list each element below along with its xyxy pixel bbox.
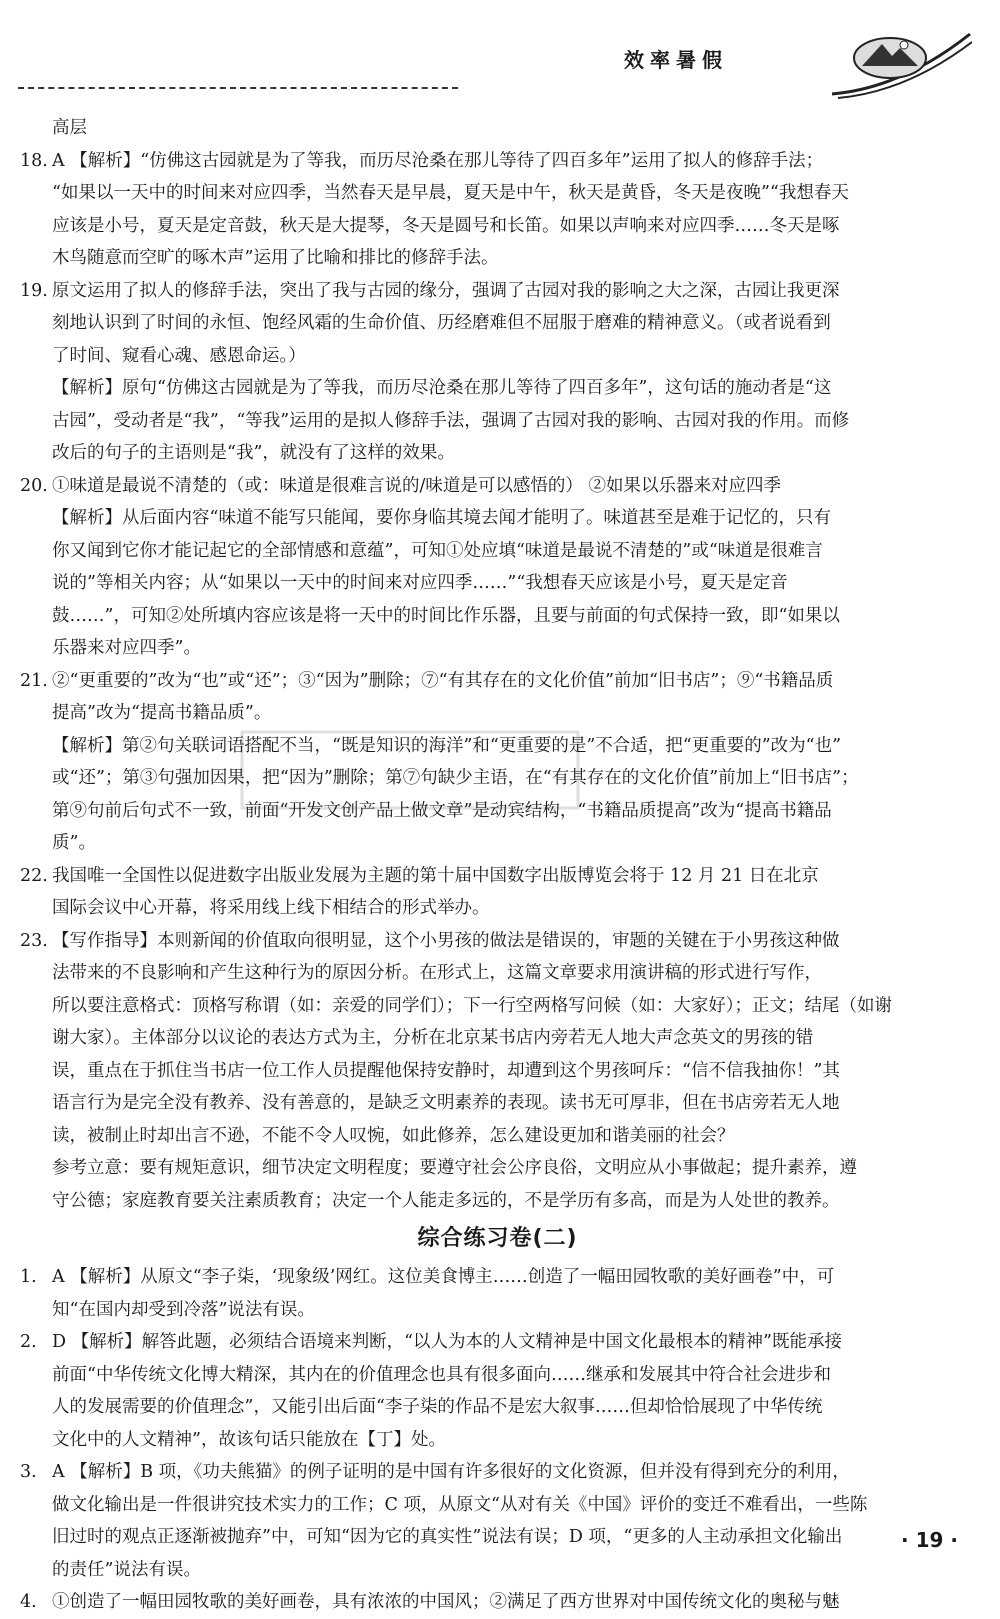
answer-number: 21.	[20, 670, 48, 691]
answer-text-line: 原文运用了拟人的修辞手法，突出了我与古园的缘分，强调了古园对我的影响之大之深，古园让我更深	[52, 280, 840, 301]
answer-number: 2.	[20, 1332, 37, 1352]
answer-text-line: 守公德；家庭教育要关注素质教育；决定一个人能走多远的，不是学历有多高，而是为人处世的教养。	[52, 1190, 840, 1211]
answer-item	[20, 1326, 975, 1456]
answer-number: 4.	[20, 1592, 37, 1612]
answer-text-line: 刻地认识到了时间的永恒、饱经风霜的生命价值、历经磨难但不屈服于磨难的精神意义。（或者说看到	[52, 313, 831, 333]
answer-text-line: A 【解析】“仿佛这古园就是为了等我，而历尽沧桑在那儿等待了四百多年”运用了拟人的修辞手法；	[52, 150, 824, 171]
answer-text-line: 人的发展需要的价值理念”，又能引出后面“李子柒的作品不是宏大叙事……但却恰恰展现了中华传统	[52, 1397, 823, 1417]
answer-number: 20.	[20, 475, 48, 496]
answer-text-line: 【解析】原句“仿佛这古园就是为了等我，而历尽沧桑在那儿等待了四百多年”，这句话的施动者是“这	[52, 378, 832, 398]
page-number: · 19 ·	[901, 1528, 958, 1552]
answer-text-line: 鼓……”，可知②处所填内容应该是将一天中的时间比作乐器，且要与前面的句式保持一致，即“如果以	[52, 605, 840, 626]
answer-text-line: 知“在国内却受到冷落”说法有误。	[52, 1299, 315, 1320]
page-header	[0, 0, 1000, 100]
answer-item	[20, 145, 975, 275]
answer-text-line: 前面“中华传统文化博大精深，其内在的价值理念也具有很多面向……继承和发展其中符合社会进步和	[52, 1364, 831, 1385]
answer-text-line: 应该是小号，夏天是定音鼓，秋天是大提琴，冬天是圆号和长笛。如果以声响来对应四季……冬天是啄	[52, 215, 840, 236]
answer-item	[20, 275, 975, 470]
header-title: 效率暑假	[624, 48, 728, 72]
answer-text-line: ①味道是最说不清楚的（或：味道是很难言说的/味道是可以感悟的） ②如果以乐器来对应四季	[52, 475, 781, 496]
answer-item	[20, 1586, 975, 1619]
answer-text-line: 【解析】从后面内容“味道不能写只能闻，要你身临其境去闻才能明了。味道甚至是难于记忆的，只有	[52, 508, 831, 528]
answer-text-line: 木鸟随意而空旷的啄木声”运用了比喻和排比的修辞手法。	[52, 248, 499, 268]
answer-text-line: 了时间、窥看心魂、感恩命运。）	[52, 345, 306, 366]
answer-text-line: 做文化输出是一件很讲究技术实力的工作；C 项，从原文“从对有关《中国》评价的变迁不难看出，一些陈	[52, 1494, 868, 1515]
answer-item	[20, 1261, 975, 1326]
answer-text-line: 读，被制止时却出言不逊，不能不令人叹惋，如此修养，怎么建设更加和谐美丽的社会？	[52, 1125, 735, 1146]
answer-text-line: 谢大家）。主体部分以议论的表达方式为主，分析在北京某书店内旁若无人地大声念英文的男孩的错	[52, 1028, 814, 1048]
answer-text-line: 或“还”；第③句强加因果，把“因为”删除；第⑦句缺少主语，在“有其存在的文化价值”前加上“旧书店”；	[52, 768, 859, 788]
answers-part-two	[20, 1261, 975, 1619]
answer-item	[20, 860, 975, 925]
section-title: 综合练习卷(二)	[417, 1226, 578, 1251]
answer-number: 22.	[20, 865, 48, 886]
answer-text-line: 参考立意：要有规矩意识，细节决定文明程度；要遵守社会公序良俗，文明应从小事做起；提升素养，遵	[52, 1158, 857, 1178]
answer-text-line: ②“更重要的”改为“也”或“还”；③“因为”删除；⑦“有其存在的文化价值”前加“旧书店”；⑨“书籍品质	[52, 670, 834, 691]
answer-text-line: 我国唯一全国性以促进数字出版业发展为主题的第十届中国数字出版博览会将于 12 月 21 日在北京	[52, 865, 819, 886]
answer-text-line: ①创造了一幅田园牧歌的美好画卷，具有浓浓的中国风；②满足了西方世界对中国传统文化的奥秘与魅	[52, 1592, 840, 1612]
answer-text-line: “如果以一天中的时间来对应四季，当然春天是早晨，夏天是中午，秋天是黄昏，冬天是夜晚”“我想春天	[52, 183, 849, 203]
answer-number: 3.	[20, 1462, 37, 1482]
answer-item	[20, 925, 975, 1218]
answers-part-one	[20, 145, 975, 1218]
answer-content	[20, 112, 975, 1619]
answer-text-line: 的责任”说法有误。	[52, 1559, 201, 1580]
answer-text-line: 误，重点在于抓住当书店一位工作人员提醒他保持安静时，却遭到这个男孩呵斥：“信不信我抽你！”其	[52, 1060, 840, 1081]
answer-text-line: 【解析】第②句关联词语搭配不当，“既是知识的海洋”和“更重要的是”不合适，把“更重要的”改为“也”	[52, 735, 842, 756]
answer-number: 18.	[20, 150, 48, 171]
answer-text-line: D 【解析】解答此题，必须结合语境来判断，“以人为本的人文精神是中国文化最根本的精神”既能承接	[52, 1332, 842, 1352]
answer-text-line: 旧过时的观点正逐渐被抛弃”中，可知“因为它的真实性”说法有误；D 项，“更多的人主动承担文化输出	[52, 1527, 843, 1547]
answer-number: 19.	[20, 280, 48, 301]
answer-text-line: A 【解析】从原文“李子柒，‘现象级’网红。这位美食博主……创造了一幅田园牧歌的美好画卷”中，可	[52, 1267, 835, 1287]
answer-text-line: 乐器来对应四季”。	[52, 638, 201, 658]
answer-text-line: 国际会议中心开幕，将采用线上线下相结合的形式举办。	[52, 898, 490, 918]
answer-number: 1.	[20, 1267, 37, 1287]
answer-item	[20, 470, 975, 665]
answer-text-line: 古园”，受动者是“我”，“等我”运用的是拟人修辞手法，强调了古园对我的影响、古园对我的作用。而修	[52, 410, 850, 431]
answer-text-line: 质”。	[52, 833, 96, 853]
answer-text-line: 说的”等相关内容；从“如果以一天中的时间来对应四季……”“我想春天应该是小号，夏天是定音	[52, 573, 788, 593]
continuation-line: 高层	[52, 118, 87, 138]
answer-text-line: 提高”改为“提高书籍品质”。	[52, 703, 272, 723]
answer-text-line: 文化中的人文精神”，故该句话只能放在【丁】处。	[52, 1429, 446, 1450]
answer-text-line: 你又闻到它你才能记起它的全部情感和意蕴”，可知①处应填“味道是最说不清楚的”或“味道是很难言	[52, 540, 823, 561]
answer-item	[20, 665, 975, 860]
answer-text-line: 所以要注意格式：顶格写称谓（如：亲爱的同学们）；下一行空两格写问候（如：大家好）；正文；结尾（如谢	[52, 995, 892, 1016]
answer-text-line: 语言行为是完全没有教养、没有善意的，是缺乏文明素养的表现。读书无可厚非，但在书店旁若无人地	[52, 1093, 840, 1113]
answer-text-line: 改后的句子的主语则是“我”，就没有了这样的效果。	[52, 443, 455, 463]
answer-text-line: A 【解析】B 项，《功夫熊猫》的例子证明的是中国有许多很好的文化资源，但并没有得到充分的利用，	[52, 1462, 850, 1482]
answer-number: 23.	[20, 930, 48, 951]
header-dashed-rule	[18, 87, 458, 89]
answer-text-line: 【写作指导】本则新闻的价值取向很明显，这个小男孩的做法是错误的，审题的关键在于小男孩这种做	[52, 930, 840, 951]
publisher-logo-icon	[832, 28, 972, 100]
answer-text-line: 法带来的不良影响和产生这种行为的原因分析。在形式上，这篇文章要求用演讲稿的形式进行写作，	[52, 963, 822, 983]
answer-text-line: 第⑨句前后句式不一致，前面“开发文创产品上做文章”是动宾结构，“书籍品质提高”改为“提高书籍品	[52, 800, 832, 821]
answer-item	[20, 1456, 975, 1586]
